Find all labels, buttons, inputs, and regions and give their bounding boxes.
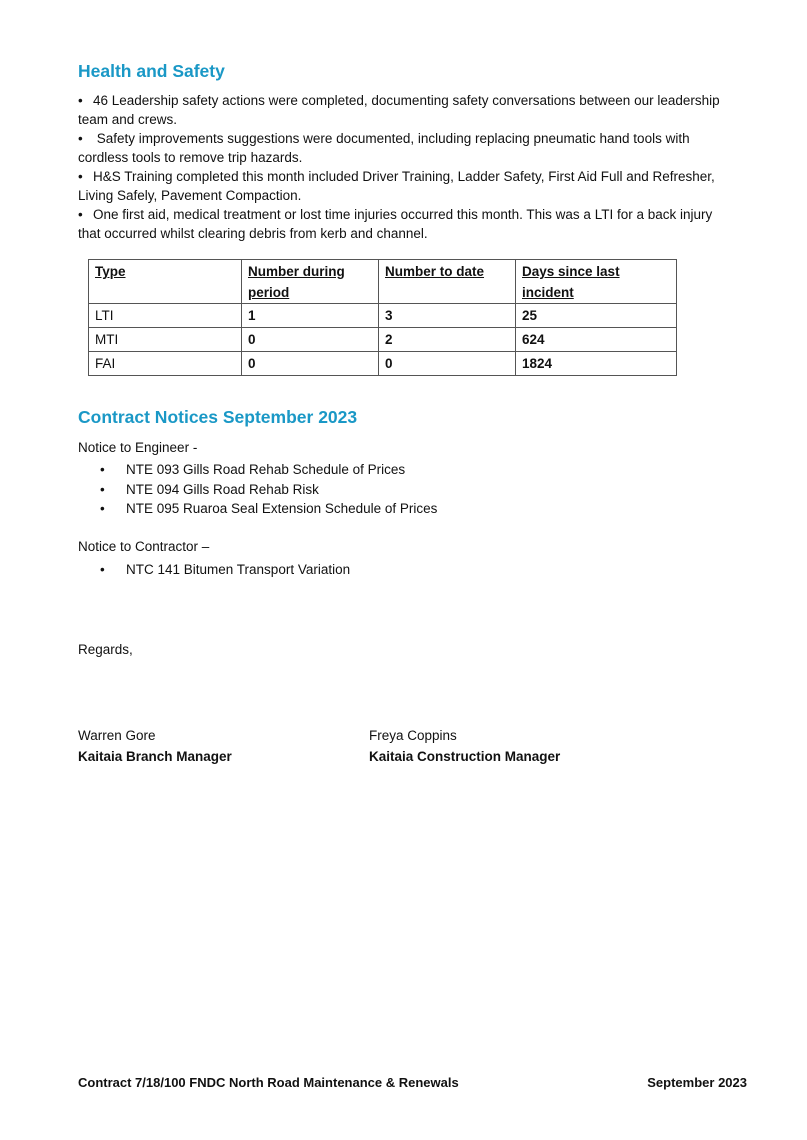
list-item — [100, 460, 437, 480]
list-item — [100, 499, 437, 519]
table-cell-type: FAI — [89, 352, 242, 376]
table-header-row — [89, 260, 677, 304]
table-cell-number: 3 — [379, 304, 516, 328]
list-item — [100, 480, 437, 500]
table-cell-number: 0 — [242, 352, 379, 376]
signatory-title: Kaitaia Construction Manager — [369, 749, 561, 764]
regards-text: Regards, — [78, 642, 133, 657]
table-cell-number: 1 — [242, 304, 379, 328]
column-header-type: Type — [89, 260, 242, 304]
notice-to-contractor-list — [100, 560, 350, 580]
bullet-icon: • — [100, 501, 105, 516]
footer-contract-title: Contract 7/18/100 FNDC North Road Maintenance & Renewals — [78, 1075, 459, 1090]
footer-date: September 2023 — [647, 1075, 747, 1090]
bullet-item — [78, 130, 738, 167]
list-item-text: NTE 093 Gills Road Rehab Schedule of Prices — [126, 462, 406, 477]
column-header-number-to-date: Number to date — [379, 260, 516, 304]
bullet-text: One first aid, medical treatment or lost time injuries occurred this month. This was a LTI for a back injury that occurred whilst clearing debris from kerb and channel. — [78, 207, 713, 241]
table-cell-type: MTI — [89, 328, 242, 352]
notice-to-engineer-label: Notice to Engineer - — [78, 440, 198, 455]
health-safety-bullet-list — [78, 92, 738, 244]
contract-notices-heading: Contract Notices September 2023 — [78, 407, 358, 427]
column-header-days-since-last-incident: Days since last incident — [516, 260, 677, 304]
signatory-block — [78, 725, 232, 767]
list-item-text: NTE 095 Ruaroa Seal Extension Schedule of Prices — [126, 501, 438, 516]
table-row — [89, 352, 677, 376]
table-cell-number: 25 — [516, 304, 677, 328]
table-cell-type: LTI — [89, 304, 242, 328]
signatory-name: Warren Gore — [78, 728, 156, 743]
bullet-item — [78, 168, 738, 205]
bullet-icon: • — [100, 562, 105, 577]
table-row — [89, 328, 677, 352]
bullet-icon: • — [78, 93, 83, 108]
health-safety-heading: Health and Safety — [78, 61, 225, 81]
bullet-icon: • — [100, 481, 105, 497]
bullet-item — [78, 92, 738, 129]
list-item-text: NTE 094 Gills Road Rehab Risk — [126, 481, 319, 497]
incident-table — [88, 259, 677, 376]
bullet-icon: • — [78, 207, 83, 222]
bullet-icon: • — [100, 462, 105, 477]
table-cell-number: 2 — [379, 328, 516, 352]
bullet-text: Safety improvements suggestions were documented, including replacing pneumatic hand tools with cordless tools to remove trip hazards. — [78, 131, 690, 165]
signatory-name: Freya Coppins — [369, 728, 457, 743]
table-cell-number: 1824 — [516, 352, 677, 376]
column-header-number-during-period: Number during period — [242, 260, 379, 304]
table-cell-number: 0 — [242, 328, 379, 352]
bullet-icon: • — [78, 169, 83, 184]
signatory-title: Kaitaia Branch Manager — [78, 749, 232, 764]
table-cell-number: 624 — [516, 328, 677, 352]
list-item — [100, 560, 350, 580]
bullet-item — [78, 206, 738, 243]
table-cell-number: 0 — [379, 352, 516, 376]
notice-to-contractor-label: Notice to Contractor – — [78, 539, 210, 554]
table-row — [89, 304, 677, 328]
list-item-text: NTC 141 Bitumen Transport Variation — [126, 562, 351, 577]
bullet-icon: • — [78, 131, 83, 146]
bullet-text: 46 Leadership safety actions were completed, documenting safety conversations between our leadership team and crews. — [78, 93, 720, 127]
notice-to-engineer-list — [100, 460, 437, 519]
signatory-block — [369, 725, 560, 767]
bullet-text: H&S Training completed this month included Driver Training, Ladder Safety, First Aid Full and Refresher, Living Safely, Pavement Compaction. — [78, 169, 715, 203]
